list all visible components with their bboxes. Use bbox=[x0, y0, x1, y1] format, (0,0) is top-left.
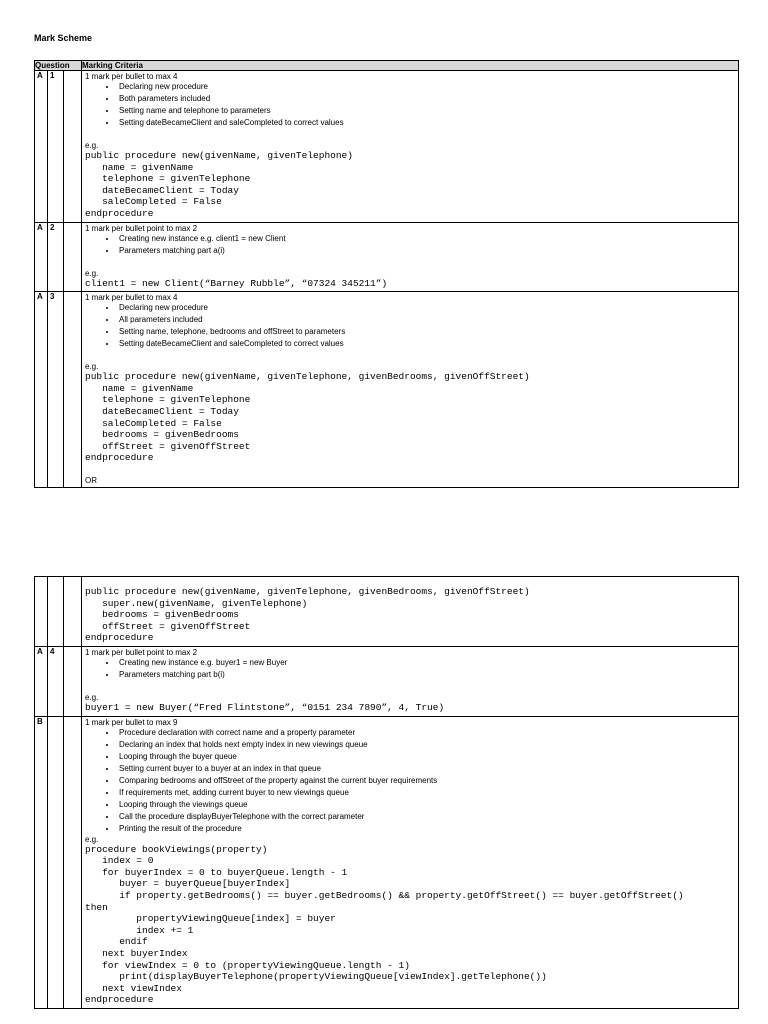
bullet-item: • Setting dateBecameClient and saleCompleted to correct values bbox=[117, 117, 738, 129]
bullet-item: • Call the procedure displayBuyerTelephone with the correct parameter bbox=[117, 811, 738, 823]
table-row bbox=[35, 646, 739, 716]
table-row bbox=[35, 716, 739, 1008]
table-row bbox=[35, 577, 739, 647]
example-label: e.g. bbox=[85, 362, 99, 372]
bullet-item: • Setting name and telephone to parameters bbox=[117, 105, 738, 117]
mark-scheme-table-2 bbox=[34, 576, 739, 1009]
criteria-bullets bbox=[85, 727, 738, 835]
bullet-item: • Comparing bedrooms and offStreet of the property against the current buyer requirements bbox=[117, 775, 738, 787]
criteria-column-header: Marking Criteria bbox=[82, 61, 739, 71]
table-row bbox=[35, 71, 739, 223]
bullet-item: • Setting dateBecameClient and saleCompleted to correct values bbox=[117, 338, 738, 350]
row-part-label: A bbox=[35, 71, 48, 223]
row-question-number: 1 bbox=[48, 71, 64, 223]
bullet-item: • Parameters matching part b(i) bbox=[117, 669, 738, 681]
code-example: public procedure new(givenName, givenTelephone, givenBedrooms, givenOffStreet) super.new(givenName, givenTelephone) bedrooms = givenBedrooms offStreet = givenOffStreet endprocedure bbox=[85, 586, 530, 644]
row-subpart-cell bbox=[64, 292, 82, 488]
criteria-cell bbox=[82, 222, 739, 292]
or-separator: OR bbox=[85, 475, 97, 485]
bullet-item: • Looping through the buyer queue bbox=[117, 751, 738, 763]
code-example: public procedure new(givenName, givenTelephone) name = givenName telephone = givenTelephone dateBecameClient = Today saleCompleted = False endprocedure bbox=[85, 150, 353, 219]
criteria-text: 1 mark per bullet point to max 2 bbox=[85, 647, 198, 657]
code-example: client1 = new Client(“Barney Rubble”, “07324 345211”) bbox=[85, 277, 388, 289]
example-label: e.g. bbox=[85, 692, 99, 702]
code-example: public procedure new(givenName, givenTelephone, givenBedrooms, givenOffStreet) name = givenName telephone = givenTelephone dateBecameClient = Today saleCompleted = False bedrooms = givenBedrooms offStreet = givenOffStreet endprocedure bbox=[85, 371, 530, 464]
bullet-item: • Looping through the viewings queue bbox=[117, 799, 738, 811]
bullet-item: • Creating new instance e.g. buyer1 = new Buyer bbox=[117, 657, 738, 669]
row-part-cell bbox=[35, 577, 48, 647]
bullet-item: • Declaring new procedure bbox=[117, 302, 738, 314]
code-example: buyer1 = new Buyer(“Fred Flintstone”, “0151 234 7890”, 4, True) bbox=[85, 701, 445, 713]
row-part-label: B bbox=[35, 716, 48, 1008]
row-subpart-cell bbox=[64, 646, 82, 716]
row-part-label: A bbox=[35, 646, 48, 716]
criteria-cell bbox=[82, 292, 739, 488]
bullet-item: • Parameters matching part a(i) bbox=[117, 245, 738, 257]
example-label: e.g. bbox=[85, 268, 99, 278]
criteria-cell bbox=[82, 577, 739, 647]
bullet-item: • Creating new instance e.g. client1 = new Client bbox=[117, 233, 738, 245]
criteria-bullets bbox=[85, 657, 738, 681]
bullet-item: • Procedure declaration with correct name and a property parameter bbox=[117, 727, 738, 739]
bullet-item: • Printing the result of the procedure bbox=[117, 823, 738, 835]
criteria-bullets bbox=[85, 302, 738, 350]
criteria-cell bbox=[82, 71, 739, 223]
code-example: procedure bookViewings(property) index = 0 for buyerIndex = 0 to buyerQueue.length - 1 buyer = buyerQueue[buyerIndex] if property.getBedrooms() == buyer.getBedrooms() && property.getOffStreet() == buyer.getOffStreet() then propertyViewingQueue[index] = buyer index += 1 endif next buyerIndex for viewIndex = 0 to (propertyViewingQueue.length - 1) print(displayBuyerTelephone(propertyViewingQueue[viewIndex].getTelephone()) next viewIndex endprocedure bbox=[85, 843, 684, 1006]
bullet-item: • All parameters included bbox=[117, 314, 738, 326]
table-row bbox=[35, 292, 739, 488]
criteria-cell bbox=[82, 646, 739, 716]
bullet-item: • Declaring an index that holds next empty index in new viewings queue bbox=[117, 739, 738, 751]
row-subpart-cell bbox=[64, 222, 82, 292]
bullet-item: • Both parameters included bbox=[117, 93, 738, 105]
row-question-number: 4 bbox=[48, 646, 64, 716]
row-subpart-cell bbox=[64, 71, 82, 223]
bullet-item: • Setting current buyer to a buyer at an index in that queue bbox=[117, 763, 738, 775]
table-row bbox=[35, 222, 739, 292]
example-label: e.g. bbox=[85, 834, 99, 844]
row-subpart-cell bbox=[64, 577, 82, 647]
example-label: e.g. bbox=[85, 141, 99, 150]
criteria-text: 1 mark per bullet to max 9 bbox=[85, 717, 178, 727]
criteria-text: 1 mark per bullet to max 4 bbox=[85, 72, 178, 81]
bullet-item: • Declaring new procedure bbox=[117, 81, 738, 93]
table-header-row bbox=[35, 61, 739, 71]
row-question-number: 2 bbox=[48, 222, 64, 292]
criteria-cell bbox=[82, 716, 739, 1008]
row-question-cell bbox=[48, 716, 64, 1008]
criteria-text: 1 mark per bullet point to max 2 bbox=[85, 223, 198, 233]
bullet-item: • If requirements met, adding current buyer to new viewings queue bbox=[117, 787, 738, 799]
criteria-text: 1 mark per bullet to max 4 bbox=[85, 293, 178, 303]
criteria-bullets bbox=[85, 81, 738, 129]
bullet-item: • Setting name, telephone, bedrooms and offStreet to parameters bbox=[117, 326, 738, 338]
row-part-label: A bbox=[35, 222, 48, 292]
mark-scheme-table-1 bbox=[34, 60, 739, 488]
row-part-label: A bbox=[35, 292, 48, 488]
criteria-bullets bbox=[85, 233, 738, 257]
row-subpart-cell bbox=[64, 716, 82, 1008]
question-column-header: Question bbox=[35, 61, 82, 71]
row-question-number: 3 bbox=[48, 292, 64, 488]
row-question-cell bbox=[48, 577, 64, 647]
page-title: Mark Scheme bbox=[34, 33, 93, 43]
